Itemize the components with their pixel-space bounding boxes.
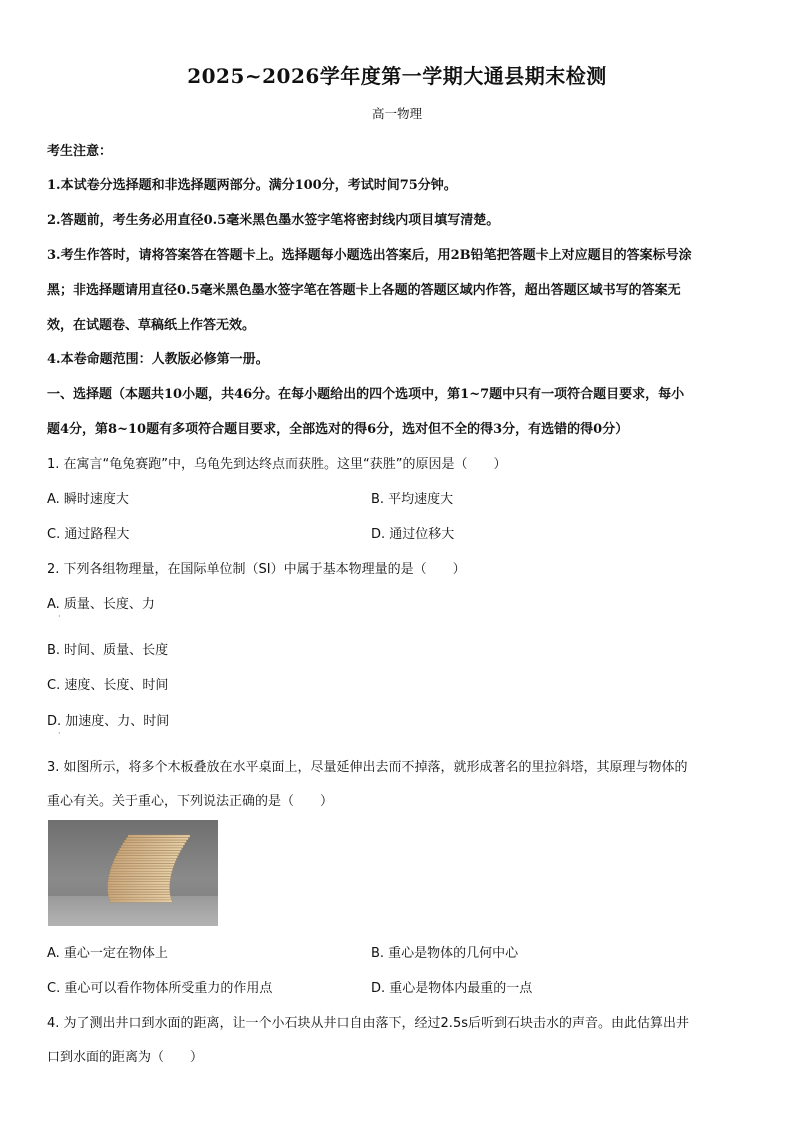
wood-board [111, 866, 173, 868]
question-4-stem-line-2: 口到水面的距离为（ ） [47, 1050, 204, 1065]
question-2-option-a: A. 质量、长度、力 [47, 597, 155, 612]
question-2-option-b: B. 时间、质量、长度 [47, 643, 169, 658]
question-1-option-d: D. 通过位移大 [371, 527, 455, 542]
wood-board [110, 871, 172, 873]
notice-item-3: 3.考生作答时，请将答案答在答题卡上。选择题每小题选出答案后，用2B铅笔把答题卡上对应题目的答案标号涂 [47, 248, 692, 263]
wood-board [126, 838, 188, 840]
notice-item-2: 2.答题前，考生务必用直径0.5毫米黑色墨水签字笔将密封线内项目填写清楚。 [47, 213, 500, 228]
wood-board [112, 864, 174, 866]
notice-heading: 考生注意： [47, 144, 113, 159]
wood-board [110, 869, 172, 871]
wood-board [120, 848, 182, 850]
wood-board [108, 884, 170, 886]
notice-item-3-end: 效，在试题卷、草稿纸上作答无效。 [47, 318, 256, 333]
wood-board [117, 853, 179, 855]
question-2-option-d: D. 加速度、力、时间 [47, 714, 170, 729]
stray-mark: · [58, 729, 61, 738]
wood-board [124, 840, 186, 842]
wood-board [109, 897, 171, 899]
question-1-option-c: C. 通过路程大 [47, 527, 130, 542]
wood-board [115, 856, 177, 858]
question-1-stem: 1. 在寓言“龟兔赛跑”中，乌龟先到达终点而获胜。这里“获胜”的原因是（ ） [47, 457, 507, 472]
wood-board [114, 858, 176, 860]
question-1-option-b: B. 平均速度大 [371, 492, 454, 507]
exam-subject: 高一物理 [371, 106, 422, 121]
stray-mark: · [58, 612, 61, 621]
section-instruction-line-2: 题4分，第8~10题有多项符合题目要求，全部选对的得6分，选对但不全的得3分，有选错的得0分） [47, 422, 629, 437]
wood-board [118, 851, 180, 853]
wood-board [109, 874, 171, 876]
leaning-tower-of-lire-photo [48, 820, 218, 926]
section-instruction-line-1: 一、选择题（本题共10小题，共46分。在每小题给出的四个选项中，第1~7题中只有一项符合题目要求，每小 [47, 387, 685, 402]
wood-board [109, 877, 171, 879]
question-4-stem-line-1: 4. 为了测出井口到水面的距离，让一个小石块从井口自由落下，经过2.5s后听到石块击水的声音。由此估算出井 [47, 1016, 689, 1031]
question-3-stem-line-1: 3. 如图所示，将多个木板叠放在水平桌面上，尽量延伸出去而不掉落，就形成著名的里拉斜塔，其原理与物体的 [47, 760, 688, 775]
wood-board [108, 879, 170, 881]
question-3-option-d: D. 重心是物体内最重的一点 [371, 981, 533, 996]
wood-board [121, 845, 183, 847]
notice-item-4: 4.本卷命题范围：人教版必修第一册。 [47, 352, 269, 367]
wood-board [128, 835, 190, 837]
stacked-boards-illustration [48, 820, 218, 926]
question-2-stem: 2. 下列各组物理量，在国际单位制（SI）中属于基本物理量的是（ ） [47, 562, 466, 577]
question-3-option-a: A. 重心一定在物体上 [47, 946, 168, 961]
wood-board [123, 843, 185, 845]
wood-board [108, 895, 170, 897]
notice-item-1: 1.本试卷分选择题和非选择题两部分。满分100分，考试时间75分钟。 [47, 178, 457, 193]
wood-board [108, 882, 170, 884]
question-3-stem-line-2: 重心有关。关于重心，下列说法正确的是（ ） [47, 794, 334, 809]
wood-board [108, 887, 170, 889]
exam-title: 2025~2026学年度第一学期大通县期末检测 [187, 64, 607, 88]
question-1-option-a: A. 瞬时速度大 [47, 492, 129, 507]
question-3-option-b: B. 重心是物体的几何中心 [371, 946, 519, 961]
question-2-option-c: C. 速度、长度、时间 [47, 678, 169, 693]
question-3-option-c: C. 重心可以看作物体所受重力的作用点 [47, 981, 273, 996]
wood-board [108, 892, 170, 894]
notice-item-3-cont: 黑；非选择题请用直径0.5毫米黑色墨水签字笔在答题卡上各题的答题区域内作答，超出答题区域书写的答案无 [47, 283, 681, 298]
wood-board [108, 890, 170, 892]
wood-board [113, 861, 175, 863]
wood-board [110, 900, 172, 902]
